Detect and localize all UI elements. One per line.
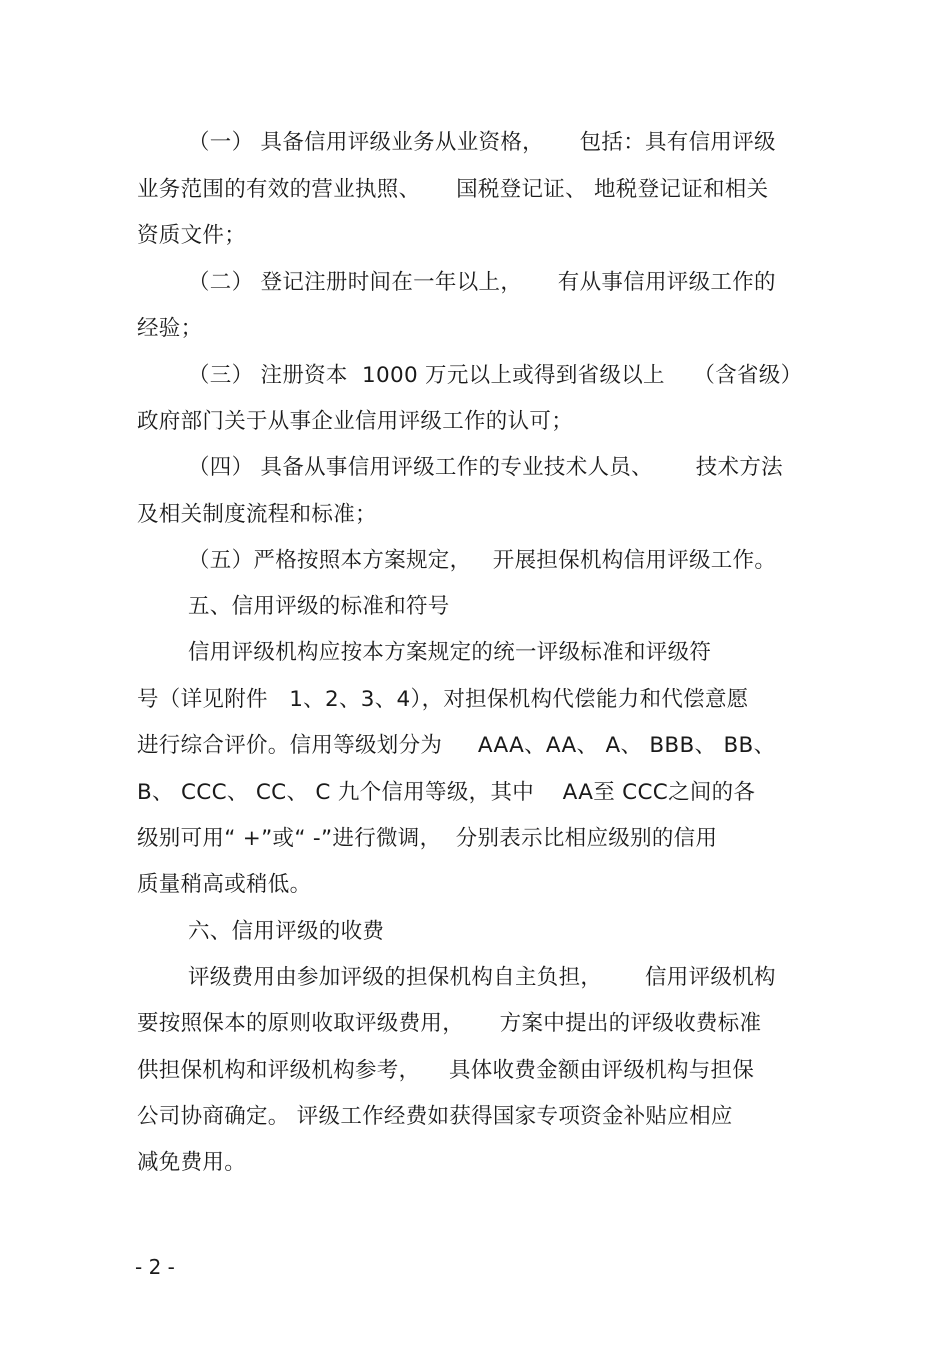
- section-heading: 六、信用评级的收费: [188, 919, 385, 944]
- paragraph-line: （四） 具备从事信用评级工作的专业技术人员、 技术方法: [188, 455, 783, 480]
- section-heading: 五、信用评级的标准和符号: [188, 594, 450, 619]
- paragraph-line: （一） 具备信用评级业务从业资格， 包括：具有信用评级: [188, 130, 776, 155]
- paragraph-line: （五）严格按照本方案规定， 开展担保机构信用评级工作。: [188, 548, 777, 573]
- paragraph-line: 减免费用。: [137, 1150, 247, 1175]
- paragraph-line: 业务范围的有效的营业执照、 国税登记证、 地税登记证和相关: [137, 177, 769, 202]
- paragraph-line: 评级费用由参加评级的担保机构自主负担， 信用评级机构: [188, 965, 776, 990]
- paragraph-line: （二） 登记注册时间在一年以上， 有从事信用评级工作的: [188, 270, 776, 295]
- paragraph-line: 及相关制度流程和标准；: [137, 502, 377, 527]
- paragraph-line: 供担保机构和评级机构参考， 具体收费金额由评级机构与担保: [137, 1058, 755, 1083]
- paragraph-line: 要按照保本的原则收取评级费用， 方案中提出的评级收费标准: [137, 1011, 762, 1036]
- paragraph-line: 信用评级机构应按本方案规定的统一评级标准和评级符: [188, 640, 712, 665]
- paragraph-line: 号（详见附件 1、2、3、4），对担保机构代偿能力和代偿意愿: [137, 687, 749, 712]
- paragraph-line: 进行综合评价。信用等级划分为 AAA、AA、 A、 BBB、 BB、: [137, 733, 776, 758]
- paragraph-line: 公司协商确定。 评级工作经费如获得国家专项资金补贴应相应: [137, 1104, 733, 1129]
- paragraph-line: 资质文件；: [137, 223, 247, 248]
- page-number: - 2 -: [135, 1255, 175, 1279]
- paragraph-line: B、 CCC、 CC、 C 九个信用等级，其中 AA至 CCC之间的各: [137, 780, 756, 805]
- paragraph-line: 级别可用“ +”或“ -”进行微调， 分别表示比相应级别的信用: [137, 826, 718, 851]
- paragraph-line: 政府部门关于从事企业信用评级工作的认可；: [137, 409, 574, 434]
- paragraph-line: （三） 注册资本 1000 万元以上或得到省级以上 （含省级）: [188, 363, 803, 388]
- paragraph-line: 经验；: [137, 316, 203, 341]
- paragraph-line: 质量稍高或稍低。: [137, 872, 312, 897]
